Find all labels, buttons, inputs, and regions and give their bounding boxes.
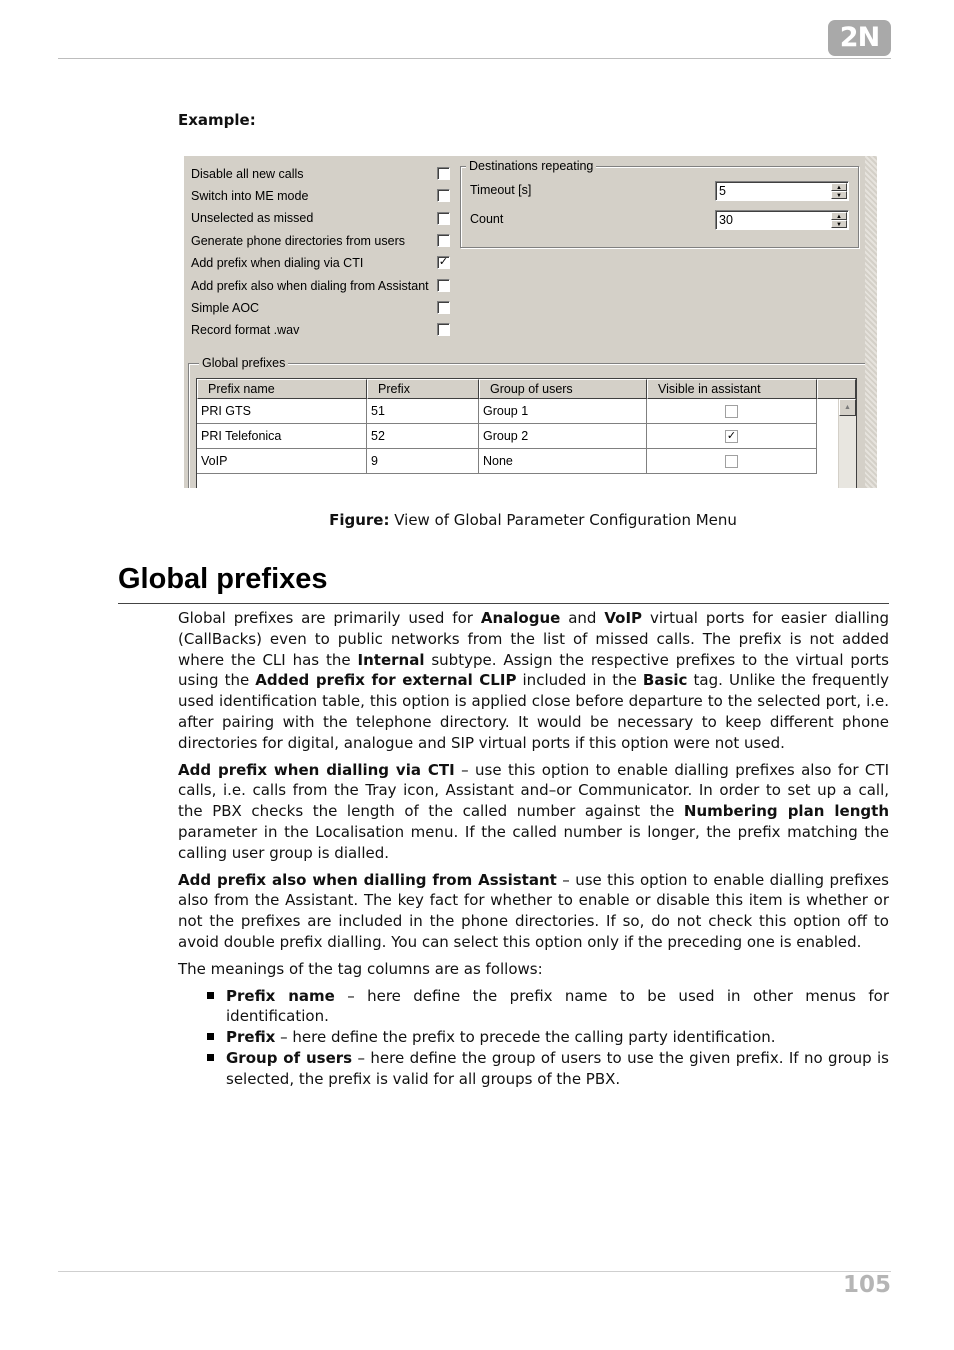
option-label: Simple AOC <box>191 301 260 315</box>
option-label: Add prefix also when dialing from Assistant <box>191 279 429 293</box>
global-prefixes-title: Global prefixes <box>199 356 288 370</box>
brand-logo: 2N <box>828 20 891 56</box>
bold-run: Added prefix for external CLIP <box>255 671 517 690</box>
visible-checkbox-checked[interactable]: ✓ <box>726 430 737 442</box>
paragraph <box>178 870 889 953</box>
table-cell[interactable]: 9 <box>367 449 479 474</box>
table-cell[interactable]: None <box>479 449 647 474</box>
text-run: Global prefixes are primarily used for <box>178 609 481 627</box>
bold-run: Numbering plan length <box>683 802 889 821</box>
option-label: Generate phone directories from users <box>191 234 405 248</box>
bold-run: Add prefix when dialling via CTI <box>178 760 455 779</box>
example-label: Example: <box>178 111 256 129</box>
caption-label: Figure: <box>329 511 390 529</box>
timeout-label: Timeout [s] <box>470 183 532 197</box>
option-checkbox[interactable] <box>437 323 450 336</box>
list-item <box>226 986 889 1028</box>
text-run: subtype. Assign the respective prefixes to the virtual ports using the <box>178 650 889 690</box>
table-cell[interactable]: Group 1 <box>479 399 647 424</box>
timeout-spinner[interactable] <box>715 181 849 201</box>
header-rule <box>58 58 891 59</box>
page-number: 105 <box>842 1272 891 1298</box>
table-cell[interactable]: 51 <box>367 399 479 424</box>
table-cell[interactable]: PRI GTS <box>197 399 367 424</box>
text-run: tag. Unlike the frequently used identification table, this option is applied close before departure to the selected port, i.e. after pairing with the telephone directory. It would be necessary to keep different phone directories for digital, analogue and SIP virtual ports if this option were not used. <box>178 671 889 752</box>
list-item <box>226 1027 889 1048</box>
option-checkbox[interactable] <box>437 301 450 314</box>
option-checkbox[interactable] <box>437 189 450 202</box>
column-header[interactable]: Group of users <box>479 379 647 399</box>
count-label: Count <box>470 212 504 226</box>
column-header[interactable]: Prefix <box>367 379 479 399</box>
paragraph: The meanings of the tag columns are as follows: <box>178 959 543 978</box>
option-label: Add prefix when dialing via CTI <box>191 256 364 270</box>
visible-checkbox[interactable] <box>725 405 738 418</box>
text-run: virtual ports for easier dialling (CallBacks) even to public networks from the list of missed calls. The prefix is not added where the CLI has the <box>178 609 889 669</box>
table-cell <box>647 449 817 474</box>
text-run: – here define the prefix to precede the calling party identification. <box>275 1028 776 1047</box>
option-label: Switch into ME mode <box>191 189 309 203</box>
paragraph <box>178 608 889 754</box>
scrollbar-track-edge <box>865 156 877 488</box>
title-rule <box>118 603 889 604</box>
text-run: – here define the group of users to use the given prefix. If no group is selected, the prefix is valid for all groups of the PBX. <box>226 1048 889 1088</box>
figure-caption <box>0 511 954 529</box>
paragraph <box>178 760 889 864</box>
column-header[interactable]: Visible in assistant <box>647 379 817 399</box>
text-run: and <box>560 609 605 627</box>
bold-run: VoIP <box>604 609 643 627</box>
timeout-value: 5 <box>719 184 726 198</box>
option-checkbox-checked[interactable]: ✓ <box>438 256 449 268</box>
spin-up-icon[interactable]: ▲ <box>831 212 847 220</box>
grid-scrollbar[interactable] <box>838 399 856 488</box>
text-run: – use this option to enable dialling prefixes also from the Assistant. The key fact for whether to enable or disable this item is whether or not the prefixes are included in the phone directories. If so, do not check this option off to avoid double prefix dialling. You can select this option only if the preceding one is enabled. <box>178 870 889 951</box>
bold-run: Prefix <box>226 1028 276 1047</box>
spin-down-icon[interactable]: ▼ <box>831 191 847 199</box>
option-checkbox[interactable] <box>437 212 450 225</box>
prefixes-grid <box>196 378 857 488</box>
count-spinner[interactable] <box>715 210 849 230</box>
column-header-filler <box>817 379 856 399</box>
option-checkbox[interactable] <box>437 279 450 292</box>
table-cell <box>647 399 817 424</box>
section-title: Global prefixes <box>118 563 328 595</box>
text-run: included in the <box>516 671 643 690</box>
option-label: Record format .wav <box>191 323 300 337</box>
text-run: – use this option to enable dialling prefixes also for CTI calls, i.e. calls from the Tray icon, Assistant and–or Communicator. In order to set up a call, the PBX checks the length of the called number against the <box>178 760 889 821</box>
table-cell[interactable]: Group 2 <box>479 424 647 449</box>
bold-run: Internal <box>357 650 425 669</box>
bold-run: Prefix name <box>226 986 335 1005</box>
text-run: parameter in the Localisation menu. If the called number is longer, the prefix matching the calling user group is dialled. <box>178 822 889 862</box>
option-checkbox[interactable] <box>437 234 450 247</box>
list-item <box>226 1048 889 1090</box>
bold-run: Group of users <box>226 1048 353 1067</box>
body-text <box>178 608 889 1090</box>
destinations-groupbox <box>460 166 859 248</box>
caption-text: View of Global Parameter Configuration Menu <box>389 511 737 529</box>
option-label: Disable all new calls <box>191 167 304 181</box>
table-cell[interactable]: PRI Telefonica <box>197 424 367 449</box>
scroll-up-icon[interactable]: ▲ <box>839 399 856 416</box>
footer-rule <box>58 1271 891 1272</box>
table-cell[interactable]: 52 <box>367 424 479 449</box>
bullet-list <box>178 986 889 1090</box>
visible-checkbox[interactable] <box>725 455 738 468</box>
spin-up-icon[interactable]: ▲ <box>831 183 847 191</box>
table-cell[interactable]: VoIP <box>197 449 367 474</box>
spin-down-icon[interactable]: ▼ <box>831 220 847 228</box>
bold-run: Basic <box>642 671 688 690</box>
option-label: Unselected as missed <box>191 211 314 225</box>
bold-run: Analogue <box>480 609 561 627</box>
option-checkbox[interactable] <box>437 167 450 180</box>
destinations-title: Destinations repeating <box>466 159 596 173</box>
config-menu-screenshot <box>184 156 877 488</box>
bold-run: Add prefix also when dialling from Assistant <box>178 870 557 889</box>
table-cell <box>647 424 817 449</box>
column-header[interactable]: Prefix name <box>197 379 367 399</box>
text-run: – here define the prefix name to be used in other menus for identification. <box>226 986 889 1026</box>
count-value: 30 <box>719 213 733 227</box>
